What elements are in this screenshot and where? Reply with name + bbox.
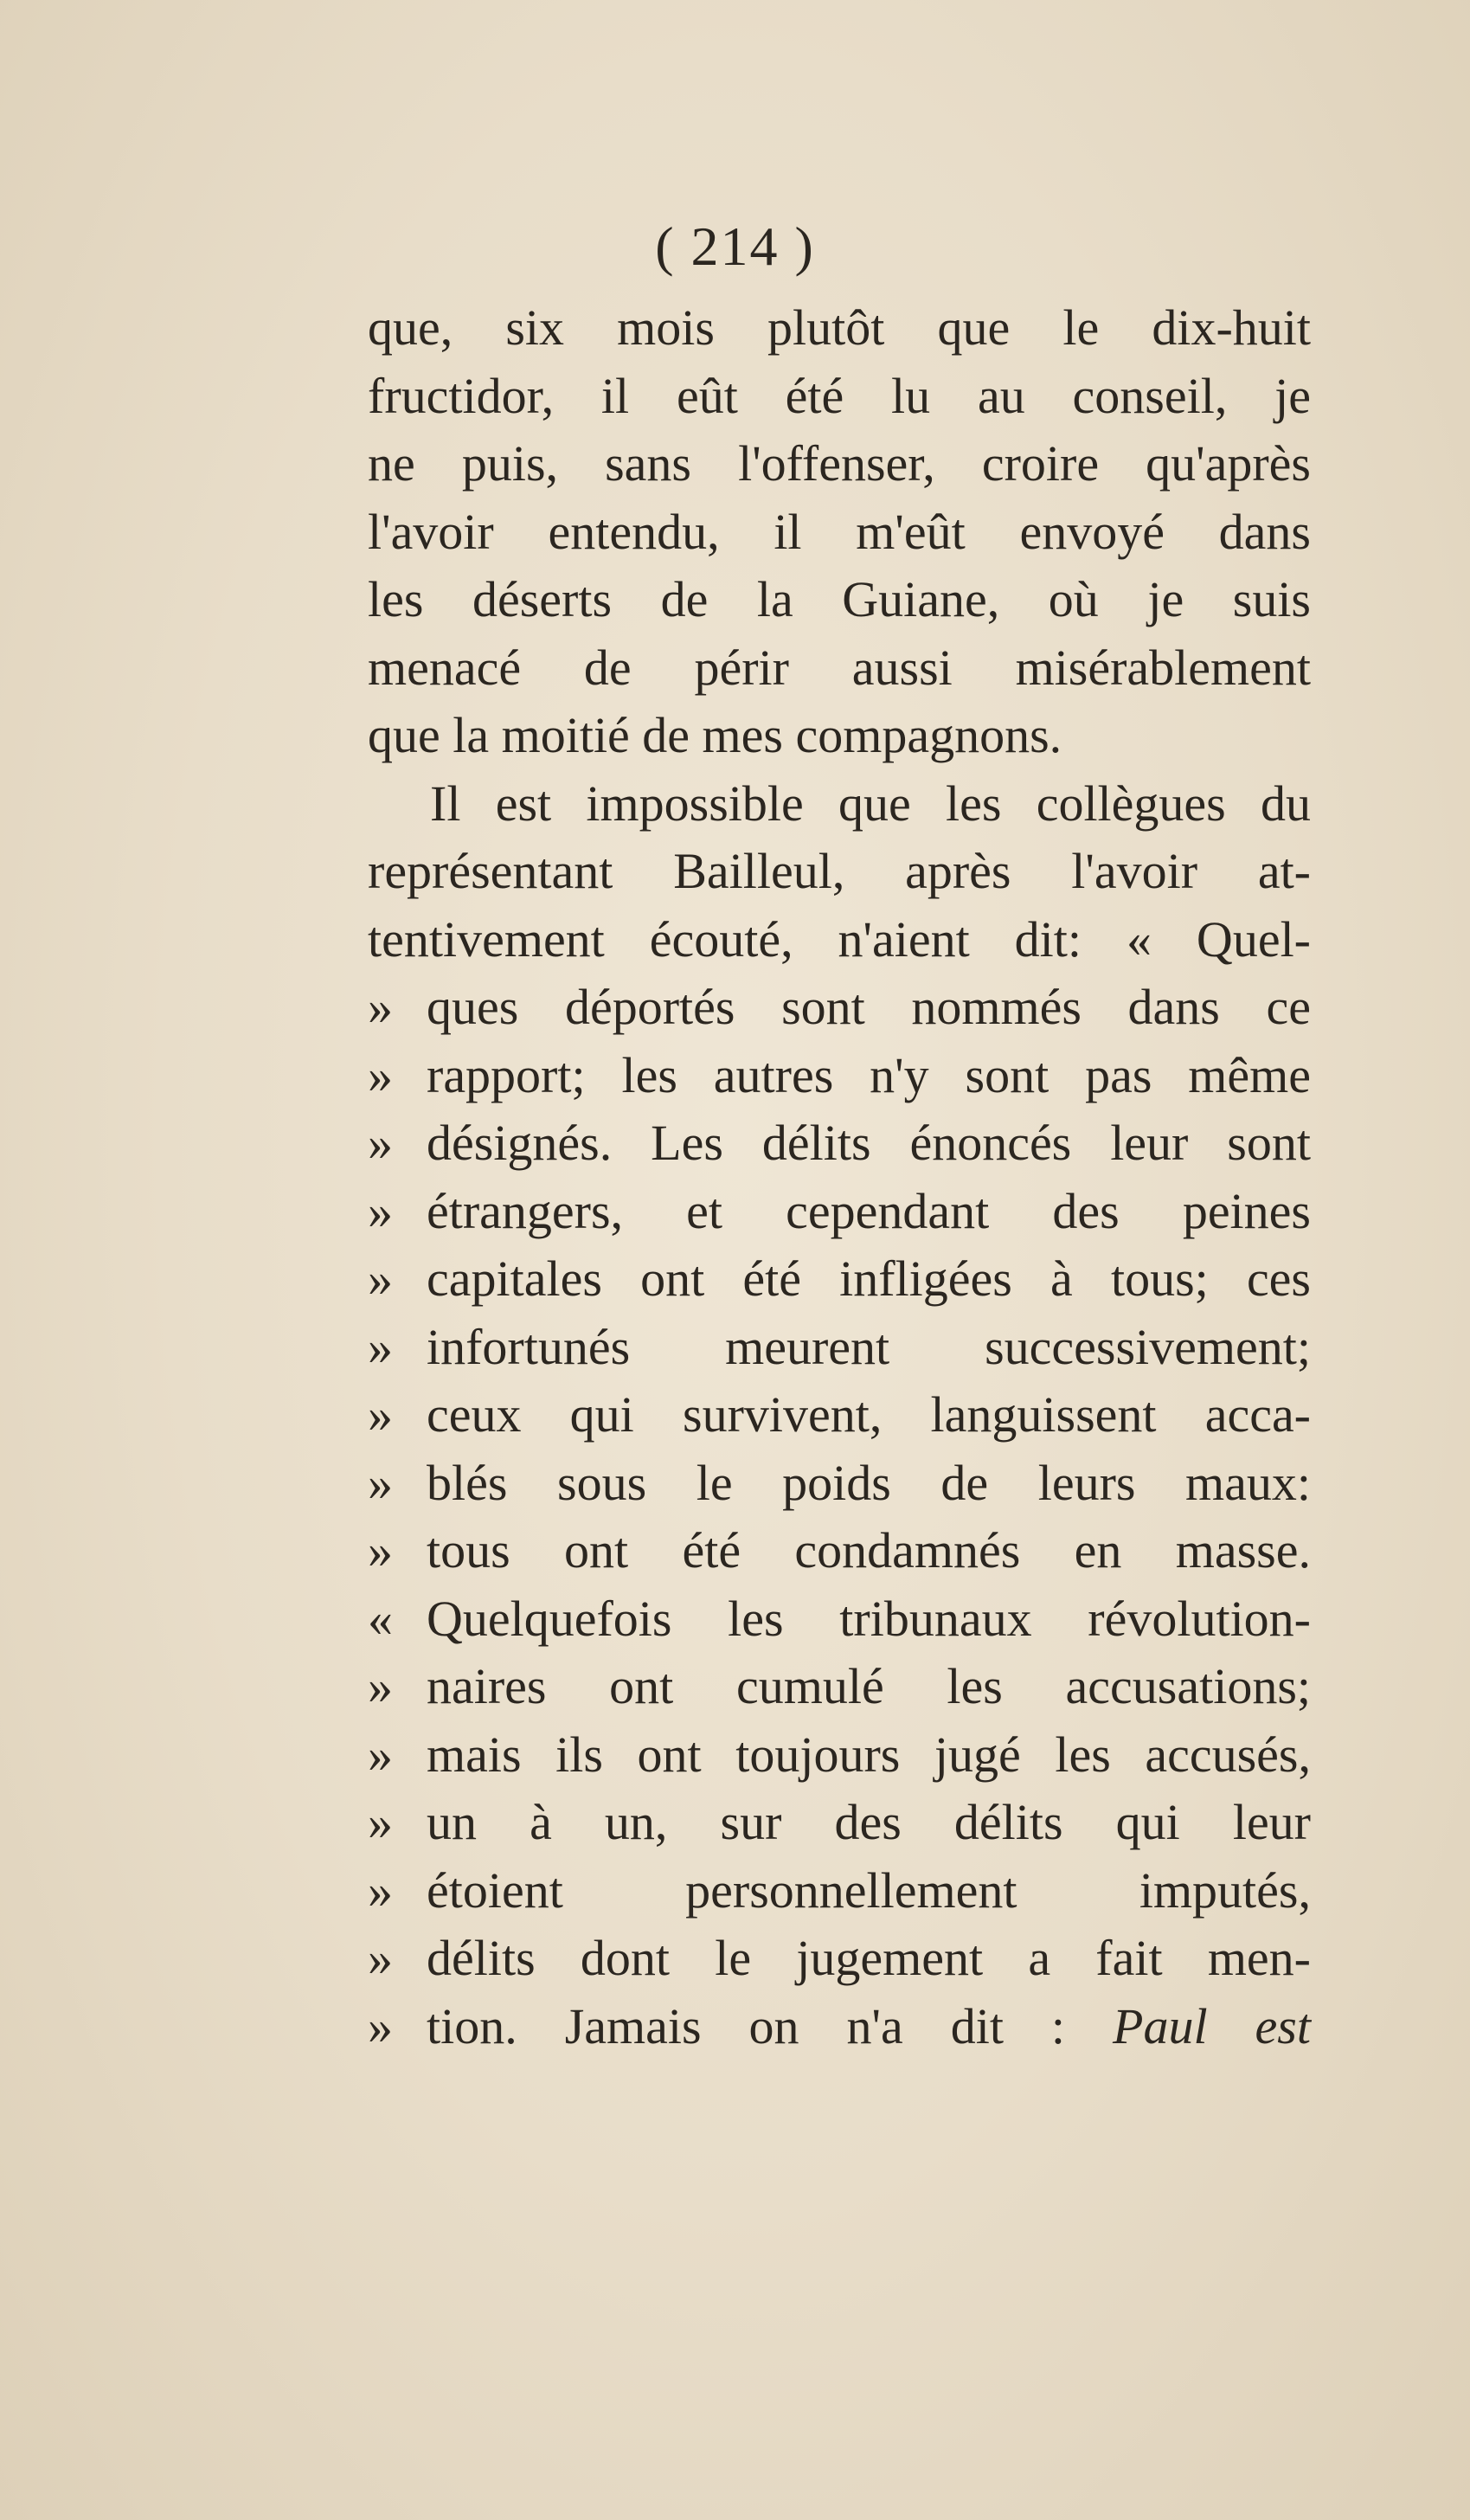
quote-mark: »: [368, 1182, 393, 1239]
quoted-line: [368, 1381, 1311, 1450]
quoted-line: [368, 1178, 1311, 1246]
quoted-text: infortunés meurent successivement;: [427, 1318, 1311, 1375]
final-quoted-line: [368, 1993, 1311, 2061]
quoted-line: [368, 1789, 1311, 1857]
quoted-text: ceux qui survivent, languissent acca-: [427, 1386, 1311, 1443]
quoted-text: ques déportés sont nommés dans ce: [427, 979, 1311, 1035]
quoted-text: tous ont été condamnés en masse.: [427, 1522, 1311, 1578]
quoted-line: [368, 1314, 1311, 1382]
quoted-line: [368, 1857, 1311, 1925]
text-line: l'avoir entendu, il m'eût envoyé dans: [368, 503, 1311, 560]
quote-mark: »: [368, 1046, 393, 1103]
quote-mark: »: [368, 1115, 393, 1171]
quoted-text: naires ont cumulé les accusations;: [427, 1658, 1311, 1714]
quoted-line: [368, 974, 1311, 1042]
text-line: tentivement écouté, n'aient dit: « Quel-: [368, 910, 1311, 968]
quote-mark: »: [368, 1386, 393, 1443]
quote-mark: »: [368, 1522, 393, 1578]
final-line-italic: Paul est: [1113, 1997, 1311, 2054]
quoted-text: blés sous le poids de leurs maux:: [427, 1454, 1311, 1511]
text-line: fructidor, il eût été lu au conseil, je: [368, 367, 1311, 424]
text-line: menacé de périr aussi misérablement: [368, 639, 1311, 696]
quote-mark: »: [368, 1658, 393, 1714]
paragraph-start-line: Il est impossible que les collègues du: [430, 775, 1311, 832]
final-line-text: [427, 1993, 1311, 2061]
quoted-line: [368, 1721, 1311, 1790]
quoted-text: étoient personnellement imputés,: [427, 1861, 1311, 1919]
quote-mark: »: [368, 979, 393, 1035]
quoted-text: Quelquefois les tribunaux révolution-: [427, 1590, 1311, 1647]
quote-mark: »: [368, 1726, 393, 1783]
quoted-text: étrangers, et cependant des peines: [427, 1182, 1311, 1239]
quote-mark: »: [368, 1997, 393, 2054]
quoted-line: [368, 1653, 1311, 1721]
quoted-line: [368, 1585, 1311, 1654]
quoted-line: [368, 1245, 1311, 1314]
quoted-text: un à un, sur des délits qui leur: [427, 1794, 1311, 1850]
text-line: que la moitié de mes compagnons.: [368, 707, 1062, 763]
quoted-text: désignés. Les délits énoncés leur sont: [427, 1115, 1311, 1171]
text-line: ne puis, sans l'offenser, croire qu'après: [368, 435, 1311, 492]
page-number: ( 214 ): [655, 215, 815, 277]
quoted-text: mais ils ont toujours jugé les accusés,: [427, 1726, 1311, 1783]
quoted-text: rapport; les autres n'y sont pas même: [427, 1046, 1311, 1103]
quote-mark: »: [368, 1861, 393, 1919]
quoted-line: [368, 1042, 1311, 1110]
quoted-line: [368, 1925, 1311, 1993]
final-line-roman: tion. Jamais on n'a dit :: [427, 1997, 1066, 2054]
quote-mark: »: [368, 1250, 393, 1307]
quote-mark: »: [368, 1930, 393, 1986]
quote-mark: »: [368, 1454, 393, 1511]
text-line: que, six mois plutôt que le dix-huit: [368, 299, 1311, 356]
quoted-line: [368, 1450, 1311, 1518]
quote-mark: «: [368, 1590, 393, 1647]
quote-mark: »: [368, 1794, 393, 1850]
quote-mark: »: [368, 1318, 393, 1375]
text-line: représentant Bailleul, après l'avoir at-: [368, 843, 1311, 899]
quoted-line: [368, 1517, 1311, 1585]
body-text: [368, 294, 1311, 2060]
quoted-line: [368, 1109, 1311, 1178]
text-line: les déserts de la Guiane, où je suis: [368, 571, 1311, 627]
quoted-text: capitales ont été infligées à tous; ces: [427, 1250, 1311, 1307]
quoted-text: délits dont le jugement a fait men-: [427, 1930, 1311, 1986]
